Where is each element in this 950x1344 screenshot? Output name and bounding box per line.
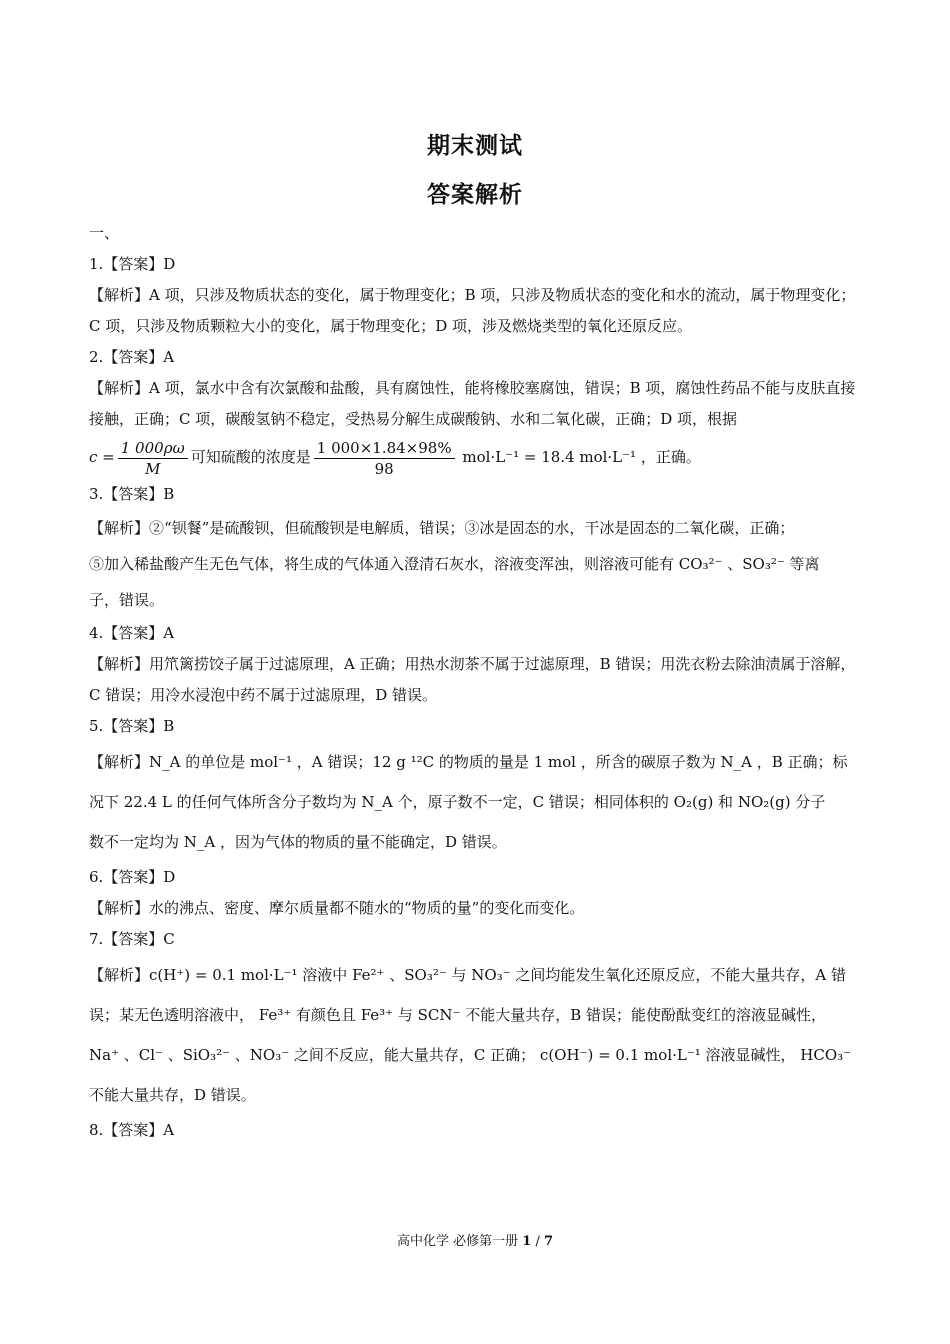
footer-separator: / bbox=[535, 1234, 540, 1249]
q7-answer: 7.【答案】C bbox=[89, 930, 175, 948]
q3-answer: 3.【答案】B bbox=[89, 485, 175, 503]
q2-fraction-concentration-numerator: 1 000×1.84×98% bbox=[314, 438, 455, 459]
q6-explanation: 【解析】水的沸点、密度、摩尔质量都不随水的“物质的量”的变化而变化。 bbox=[89, 899, 585, 917]
q4-answer: 4.【答案】A bbox=[89, 624, 175, 642]
section-heading: 一、 bbox=[89, 224, 120, 242]
q1-answer: 1.【答案】D bbox=[89, 255, 176, 273]
q7-explanation-line2: 误；某无色透明溶液中， Fe³⁺ 有颜色且 Fe³⁺ 与 SCN⁻ 不能大量共存，B 错误；能使酚酞变红的溶液显碱性， bbox=[89, 1006, 826, 1024]
q2-explanation: 【解析】A 项，氯水中含有次氯酸和盐酸，具有腐蚀性，能将橡胶塞腐蚀，错误；B 项，腐蚀性药品不能与皮肤直接接触，正确；C 项，碳酸氢钠不稳定，受热易分解生成碳酸钠、水和二氧化碳，正确；D 项，根据 bbox=[89, 379, 856, 428]
footer-book: 高中化学 必修第一册 bbox=[396, 1234, 519, 1249]
q2-formula-c: c = bbox=[89, 448, 115, 466]
q3-explanation-line1: 【解析】②“钡餐”是硫酸钡，但硫酸钡是电解质，错误；③冰是固态的水，干冰是固态的二氧化碳，正确； bbox=[89, 519, 795, 537]
q3-explanation-line2: ⑤加入稀盐酸产生无色气体，将生成的气体通入澄清石灰水，溶液变浑浊，则溶液可能有 CO₃²⁻ 、SO₃²⁻ 等离 bbox=[89, 555, 820, 573]
q2-formula-mid: 可知硫酸的浓度是 bbox=[190, 448, 311, 466]
q6-answer: 6.【答案】D bbox=[89, 868, 176, 886]
q5-explanation-line1: 【解析】N_A 的单位是 mol⁻¹ ，A 错误；12 g ¹²C 的物质的量是 1 mol ，所含的碳原子数为 N_A ，B 正确；标 bbox=[89, 753, 848, 771]
q2-formula-tail: mol·L⁻¹ = 18.4 mol·L⁻¹ ，正确。 bbox=[462, 448, 701, 466]
q1-explanation: 【解析】A 项，只涉及物质状态的变化，属于物理变化；B 项，只涉及物质状态的变化和水的流动，属于物理变化；C 项，只涉及物质颗粒大小的变化，属于物理变化；D 项，涉及燃烧类型的氧化还原反应。 bbox=[89, 286, 856, 335]
q2-fraction-density bbox=[118, 438, 188, 479]
footer-page-number: 1 bbox=[522, 1234, 532, 1249]
page-footer bbox=[0, 1230, 950, 1249]
q2-fraction-concentration bbox=[314, 438, 455, 479]
q2-answer: 2.【答案】A bbox=[89, 348, 175, 366]
page-subtitle: 答案解析 bbox=[427, 182, 523, 208]
q3-explanation-line3: 子，错误。 bbox=[89, 591, 165, 609]
q4-explanation: 【解析】用笊篱捞饺子属于过滤原理，A 正确；用热水沏茶不属于过滤原理，B 错误；用洗衣粉去除油渍属于溶解，C 错误；用冷水浸泡中药不属于过滤原理，D 错误。 bbox=[89, 655, 856, 704]
q7-explanation-line4: 不能大量共存，D 错误。 bbox=[89, 1086, 256, 1104]
q5-answer: 5.【答案】B bbox=[89, 717, 175, 735]
footer-total-pages: 7 bbox=[543, 1234, 554, 1249]
q2-fraction-concentration-denominator: 98 bbox=[374, 459, 394, 478]
page-title: 期末测试 bbox=[427, 133, 523, 159]
q8-answer: 8.【答案】A bbox=[89, 1121, 175, 1139]
q5-explanation-line3: 数不一定均为 N_A ，因为气体的物质的量不能确定，D 错误。 bbox=[89, 833, 507, 851]
q2-fraction-density-denominator: M bbox=[145, 459, 161, 478]
q5-explanation-line2: 况下 22.4 L 的任何气体所含分子数均为 N_A 个，原子数不一定，C 错误；相同体积的 O₂(g) 和 NO₂(g) 分子 bbox=[89, 793, 826, 811]
q2-formula-line bbox=[89, 435, 864, 479]
q7-explanation-line3: Na⁺ 、Cl⁻ 、SiO₃²⁻ 、NO₃⁻ 之间不反应，能大量共存，C 正确； c(OH⁻) = 0.1 mol·L⁻¹ 溶液显碱性， HCO₃⁻ bbox=[89, 1046, 852, 1064]
q7-explanation-line1: 【解析】c(H⁺) = 0.1 mol·L⁻¹ 溶液中 Fe²⁺ 、SO₃²⁻ 与 NO₃⁻ 之间均能发生氧化还原反应，不能大量共存，A 错 bbox=[89, 966, 847, 984]
answer-content bbox=[89, 218, 864, 1146]
q2-fraction-density-numerator: 1 000ρω bbox=[118, 438, 188, 459]
